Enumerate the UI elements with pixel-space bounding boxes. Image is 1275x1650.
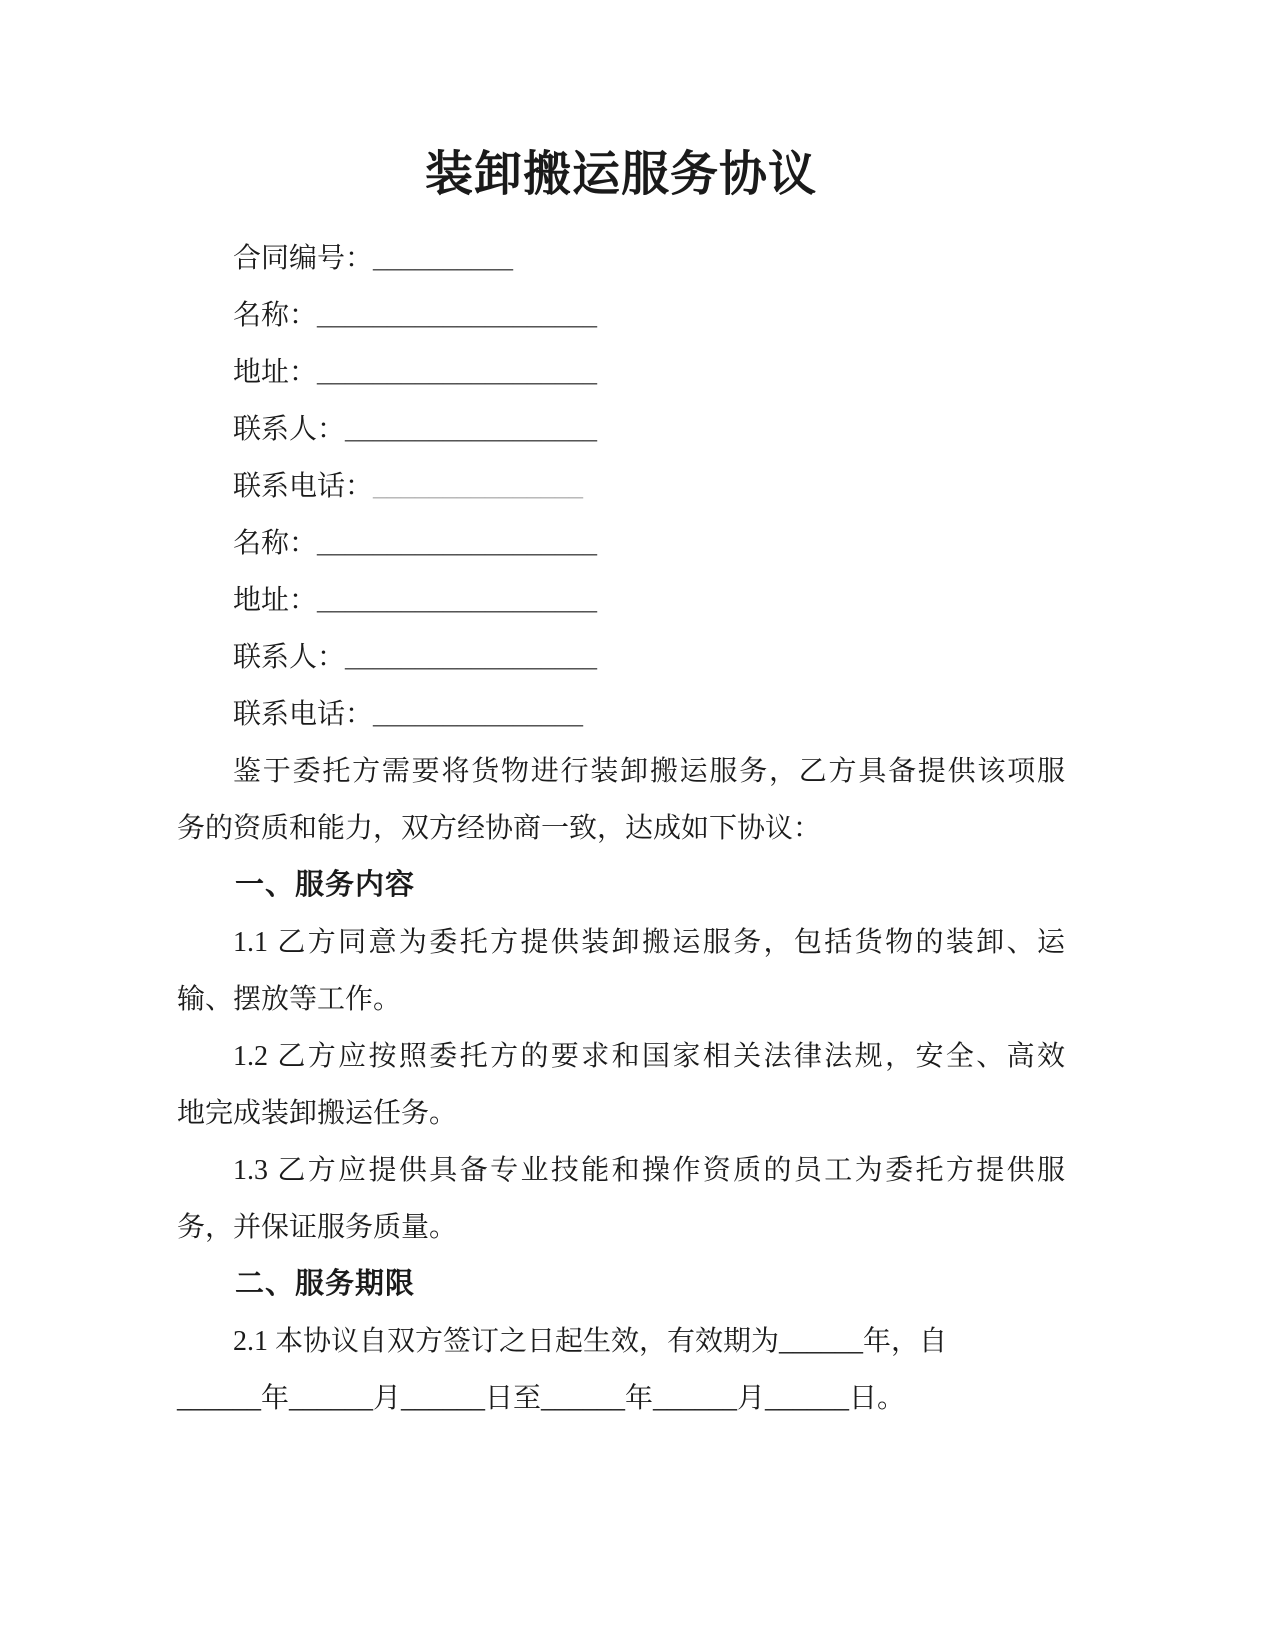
section-heading-block <box>177 857 1065 914</box>
field-row-2 <box>177 344 1065 401</box>
field-row-8 <box>177 686 1065 743</box>
field-blank: __________ <box>373 243 514 274</box>
field-label: 地址： <box>233 357 318 388</box>
document-title: 装卸搬运服务协议 <box>424 148 817 201</box>
field-row-3 <box>177 401 1065 458</box>
field-blank: ____________________ <box>317 585 598 616</box>
fields-section <box>177 230 1065 743</box>
field-row-0 <box>177 230 1065 287</box>
clause-block <box>177 1313 1065 1427</box>
field-row-5 <box>177 515 1065 572</box>
clause-line: 1.1 乙方同意为委托方提供装卸搬运服务，包括货物的装卸、运 <box>233 927 1065 958</box>
section-heading-block <box>177 1256 1065 1313</box>
section-heading: 一、服务内容 <box>235 869 416 901</box>
field-row-1 <box>177 287 1065 344</box>
field-blank: ____________________ <box>317 357 598 388</box>
clause-line: 1.2 乙方应按照委托方的要求和国家相关法律法规，安全、高效 <box>233 1041 1065 1072</box>
section-heading: 二、服务期限 <box>235 1268 416 1300</box>
field-blank: __________________ <box>345 414 598 445</box>
field-blank: _______________ <box>373 699 584 730</box>
field-label: 合同编号： <box>233 243 374 274</box>
clause-block <box>177 1028 1065 1142</box>
clause-line: 鉴于委托方需要将货物进行装卸搬运服务，乙方具备提供该项服 <box>233 756 1065 787</box>
field-row-6 <box>177 572 1065 629</box>
field-label: 地址： <box>233 585 318 616</box>
clause-line: ______年______月______日至______年______月______日。 <box>177 1383 906 1414</box>
clause-block <box>177 743 1065 857</box>
clause-line: 输、摆放等工作。 <box>177 984 402 1015</box>
field-blank: __________________ <box>345 642 598 673</box>
clause-line: 务的资质和能力，双方经协商一致，达成如下协议： <box>177 813 822 844</box>
field-row-7 <box>177 629 1065 686</box>
body-section <box>177 743 1065 1427</box>
field-label: 联系电话： <box>233 699 374 730</box>
field-label: 名称： <box>233 528 318 559</box>
field-blank: ____________________ <box>317 528 598 559</box>
field-label: 联系人： <box>233 642 346 673</box>
field-label: 联系人： <box>233 414 346 445</box>
clause-block <box>177 1142 1065 1256</box>
field-label: 名称： <box>233 300 318 331</box>
field-blank: ____________________ <box>317 300 598 331</box>
clause-block <box>177 914 1065 1028</box>
field-label: 联系电话： <box>233 471 374 502</box>
field-blank: _______________ <box>373 471 584 502</box>
clause-line: 地完成装卸搬运任务。 <box>177 1098 458 1129</box>
clause-line: 务，并保证服务质量。 <box>177 1212 458 1243</box>
field-row-4 <box>177 458 1065 515</box>
clause-line: 2.1 本协议自双方签订之日起生效，有效期为______年，自 <box>233 1326 948 1357</box>
clause-line: 1.3 乙方应提供具备专业技能和操作资质的员工为委托方提供服 <box>233 1155 1065 1186</box>
